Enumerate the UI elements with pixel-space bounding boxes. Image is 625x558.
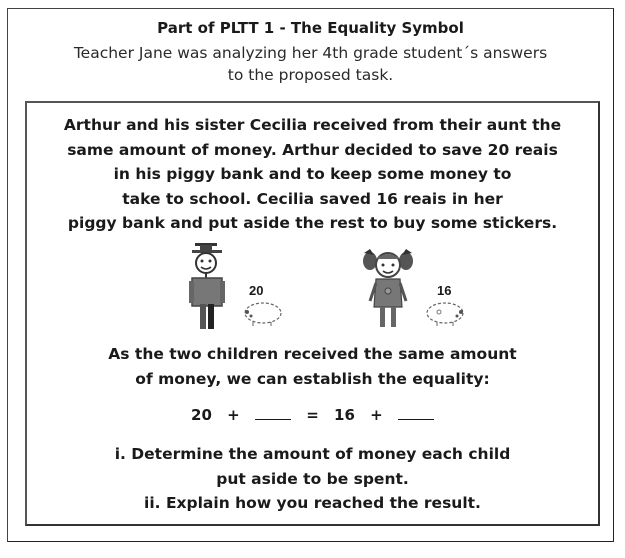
story-line: take to school. Cecilia saved 16 reais in her <box>122 189 503 208</box>
left-blank-field[interactable] <box>255 405 291 420</box>
story-line: piggy bank and put aside the rest to buy some stickers. <box>67 214 558 232</box>
girl-figure-icon <box>362 245 414 335</box>
story-line: Arthur and his sister Cecilia received from their aunt the <box>63 116 562 134</box>
task-story <box>27 113 598 236</box>
story-line: in his piggy bank and to keep some money to <box>113 165 512 183</box>
right-value: 16 <box>334 406 355 424</box>
context-line: to the proposed task. <box>227 66 394 84</box>
right-blank-field[interactable] <box>398 405 434 420</box>
instruction-line: put aside to be spent. <box>216 469 409 488</box>
equality-prompt <box>27 342 598 392</box>
boy-figure-icon <box>189 241 237 337</box>
task-instructions <box>27 442 598 516</box>
piggy-bank-icon <box>239 298 285 328</box>
boy-savings-amount: 20 <box>249 283 264 298</box>
context-description <box>8 42 613 86</box>
document-title: Part of PLTT 1 - The Equality Symbol <box>157 19 464 37</box>
piggy-bank-icon <box>425 298 471 328</box>
prompt-line: As the two children received the same amount <box>108 345 517 363</box>
story-line: same amount of money. Arthur decided to save 20 reais <box>67 140 558 159</box>
children-illustration <box>27 241 598 333</box>
equality-equation <box>27 405 598 424</box>
plus-sign-left: + <box>227 406 240 424</box>
left-value: 20 <box>191 406 212 424</box>
prompt-line: of money, we can establish the equality: <box>135 370 490 388</box>
context-line: Teacher Jane was analyzing her 4th grade student´s answers <box>73 44 548 62</box>
equals-sign: = <box>306 406 319 424</box>
task-box <box>25 101 600 526</box>
girl-savings-amount: 16 <box>437 283 452 298</box>
plus-sign-right: + <box>370 406 383 424</box>
instruction-line: i. Determine the amount of money each child <box>114 445 511 463</box>
instruction-line: ii. Explain how you reached the result. <box>144 494 481 512</box>
